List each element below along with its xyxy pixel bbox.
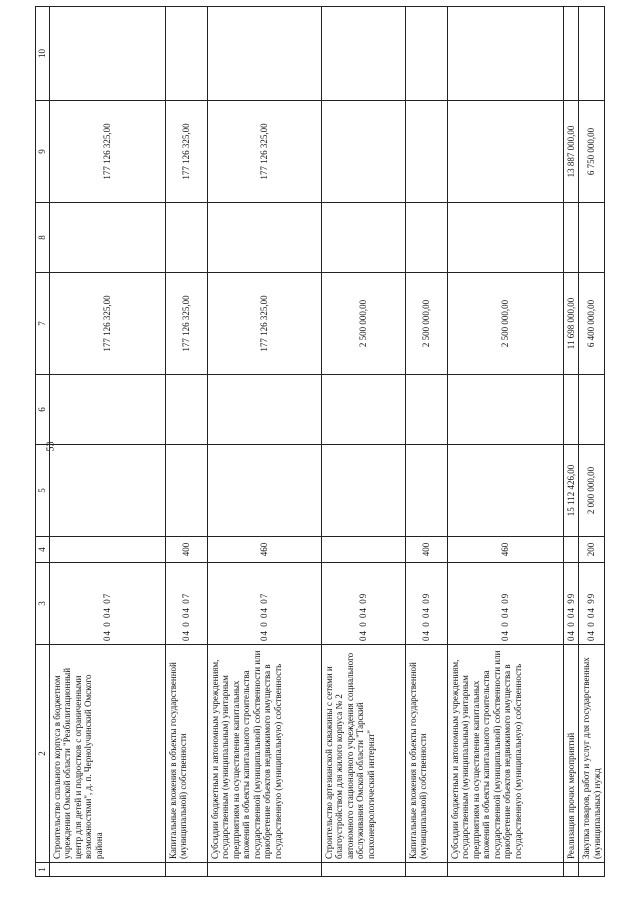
row-c8 bbox=[165, 203, 207, 273]
row-code: 04 0 04 99 bbox=[579, 563, 605, 645]
col-header: 8 bbox=[36, 203, 50, 273]
row-code: 04 0 04 09 bbox=[447, 563, 563, 645]
budget-table bbox=[35, 6, 605, 877]
row-c10 bbox=[49, 7, 165, 101]
row-c10 bbox=[207, 7, 321, 101]
row-c8 bbox=[579, 203, 605, 273]
row-c8 bbox=[563, 203, 579, 273]
row-c5 bbox=[165, 445, 207, 537]
page-number: 53 bbox=[45, 441, 57, 452]
table-row bbox=[447, 7, 563, 877]
rotated-table-area bbox=[35, 7, 600, 877]
row-c9: 13 887 000,00 bbox=[563, 101, 579, 203]
row-c7: 2 500 000,00 bbox=[447, 273, 563, 375]
row-c9: 177 126 325,00 bbox=[207, 101, 321, 203]
row-c7: 11 698 000,00 bbox=[563, 273, 579, 375]
row-name: Реализация прочих мероприятий bbox=[563, 645, 579, 863]
row-c4 bbox=[321, 537, 405, 563]
row-code: 04 0 04 07 bbox=[165, 563, 207, 645]
row-c4: 460 bbox=[207, 537, 321, 563]
row-name: Капитальные вложения в объекты государственной (муниципальной) собственности bbox=[405, 645, 447, 863]
row-c10 bbox=[321, 7, 405, 101]
row-c6 bbox=[579, 375, 605, 445]
row-c8 bbox=[405, 203, 447, 273]
row-c9: 177 126 325,00 bbox=[165, 101, 207, 203]
row-c5 bbox=[405, 445, 447, 537]
row-c6 bbox=[165, 375, 207, 445]
row-name: Строительство артезианской скважины с сетями и благоустройством для жилого корпуса № 2 автономного стационарного учреждения социального обслуживания Омской области "Тарский психоневрологический интернат" bbox=[321, 645, 405, 863]
row-c7: 177 126 325,00 bbox=[207, 273, 321, 375]
row-c6 bbox=[49, 375, 165, 445]
row-c9 bbox=[447, 101, 563, 203]
row-name: Субсидии бюджетным и автономным учреждениям, государственным (муниципальным) унитарным предприятиям на осуществление капитальных вложений в объекты капитального строительства государственной (муниципальной) собственности или приобретение объектов недвижимого имущества в государственную (муниципальную) собственность bbox=[207, 645, 321, 863]
row-c8 bbox=[447, 203, 563, 273]
row-c8 bbox=[207, 203, 321, 273]
row-code: 04 0 04 09 bbox=[321, 563, 405, 645]
table-row bbox=[207, 7, 321, 877]
row-c4: 400 bbox=[405, 537, 447, 563]
header-row bbox=[36, 7, 50, 877]
col-header: 9 bbox=[36, 101, 50, 203]
row-name: Закупка товаров, работ и услуг для государственных (муниципальных) нужд bbox=[579, 645, 605, 863]
row-c4 bbox=[563, 537, 579, 563]
row-c6 bbox=[321, 375, 405, 445]
row-name: Субсидии бюджетным и автономным учреждениям, государственным (муниципальным) унитарным предприятиям на осуществление капитальных вложений в объекты капитального строительства государственной (муниципальной) собственности или приобретение объектов недвижимого имущества в государственную (муниципальную) собственность bbox=[447, 645, 563, 863]
row-c8 bbox=[321, 203, 405, 273]
table-row bbox=[165, 7, 207, 877]
row-c7: 6 400 000,00 bbox=[579, 273, 605, 375]
col-header: 7 bbox=[36, 273, 50, 375]
row-c7: 2 500 000,00 bbox=[405, 273, 447, 375]
row-code: 04 0 04 09 bbox=[405, 563, 447, 645]
row-c5 bbox=[207, 445, 321, 537]
row-c5: 15 112 426,00 bbox=[563, 445, 579, 537]
row-c6 bbox=[447, 375, 563, 445]
row-c9 bbox=[321, 101, 405, 203]
row-c10 bbox=[563, 7, 579, 101]
row-c5: 2 000 000,00 bbox=[579, 445, 605, 537]
row-c10 bbox=[405, 7, 447, 101]
row-c9: 177 126 325,00 bbox=[49, 101, 165, 203]
row-code: 04 0 04 07 bbox=[207, 563, 321, 645]
row-c8 bbox=[49, 203, 165, 273]
col-header: 5 bbox=[36, 445, 50, 537]
row-c6 bbox=[207, 375, 321, 445]
table-row bbox=[49, 7, 165, 877]
row-c10 bbox=[579, 7, 605, 101]
row-code: 04 0 04 99 bbox=[563, 563, 579, 645]
col-header: 3 bbox=[36, 563, 50, 645]
row-c9: 6 750 000,00 bbox=[579, 101, 605, 203]
table-row bbox=[563, 7, 579, 877]
row-c5 bbox=[447, 445, 563, 537]
row-c4: 200 bbox=[579, 537, 605, 563]
row-code: 04 0 04 07 bbox=[49, 563, 165, 645]
col-header: 4 bbox=[36, 537, 50, 563]
row-c10 bbox=[447, 7, 563, 101]
table-row bbox=[321, 7, 405, 877]
row-c4: 460 bbox=[447, 537, 563, 563]
row-c10 bbox=[165, 7, 207, 101]
table-row bbox=[579, 7, 605, 877]
row-c4: 400 bbox=[165, 537, 207, 563]
row-c9 bbox=[405, 101, 447, 203]
row-c5 bbox=[49, 445, 165, 537]
row-c7: 177 126 325,00 bbox=[165, 273, 207, 375]
row-name: Капитальные вложения в объекты государственной (муниципальной) собственности bbox=[165, 645, 207, 863]
row-c7: 2 500 000,00 bbox=[321, 273, 405, 375]
col-header: 2 bbox=[36, 645, 50, 863]
col-header: 6 bbox=[36, 375, 50, 445]
row-c4 bbox=[49, 537, 165, 563]
row-c6 bbox=[563, 375, 579, 445]
row-name: Строительство спального корпуса в бюджетном учреждении Омской области "Реабилитационный центр для детей и подростков с ограниченными возможностями", д. п. Черноlучинский Омского района bbox=[49, 645, 165, 863]
col-header: 10 bbox=[36, 7, 50, 101]
row-c6 bbox=[405, 375, 447, 445]
row-c7: 177 126 325,00 bbox=[49, 273, 165, 375]
col-header: 1 bbox=[36, 863, 50, 877]
table-row bbox=[405, 7, 447, 877]
row-c5 bbox=[321, 445, 405, 537]
